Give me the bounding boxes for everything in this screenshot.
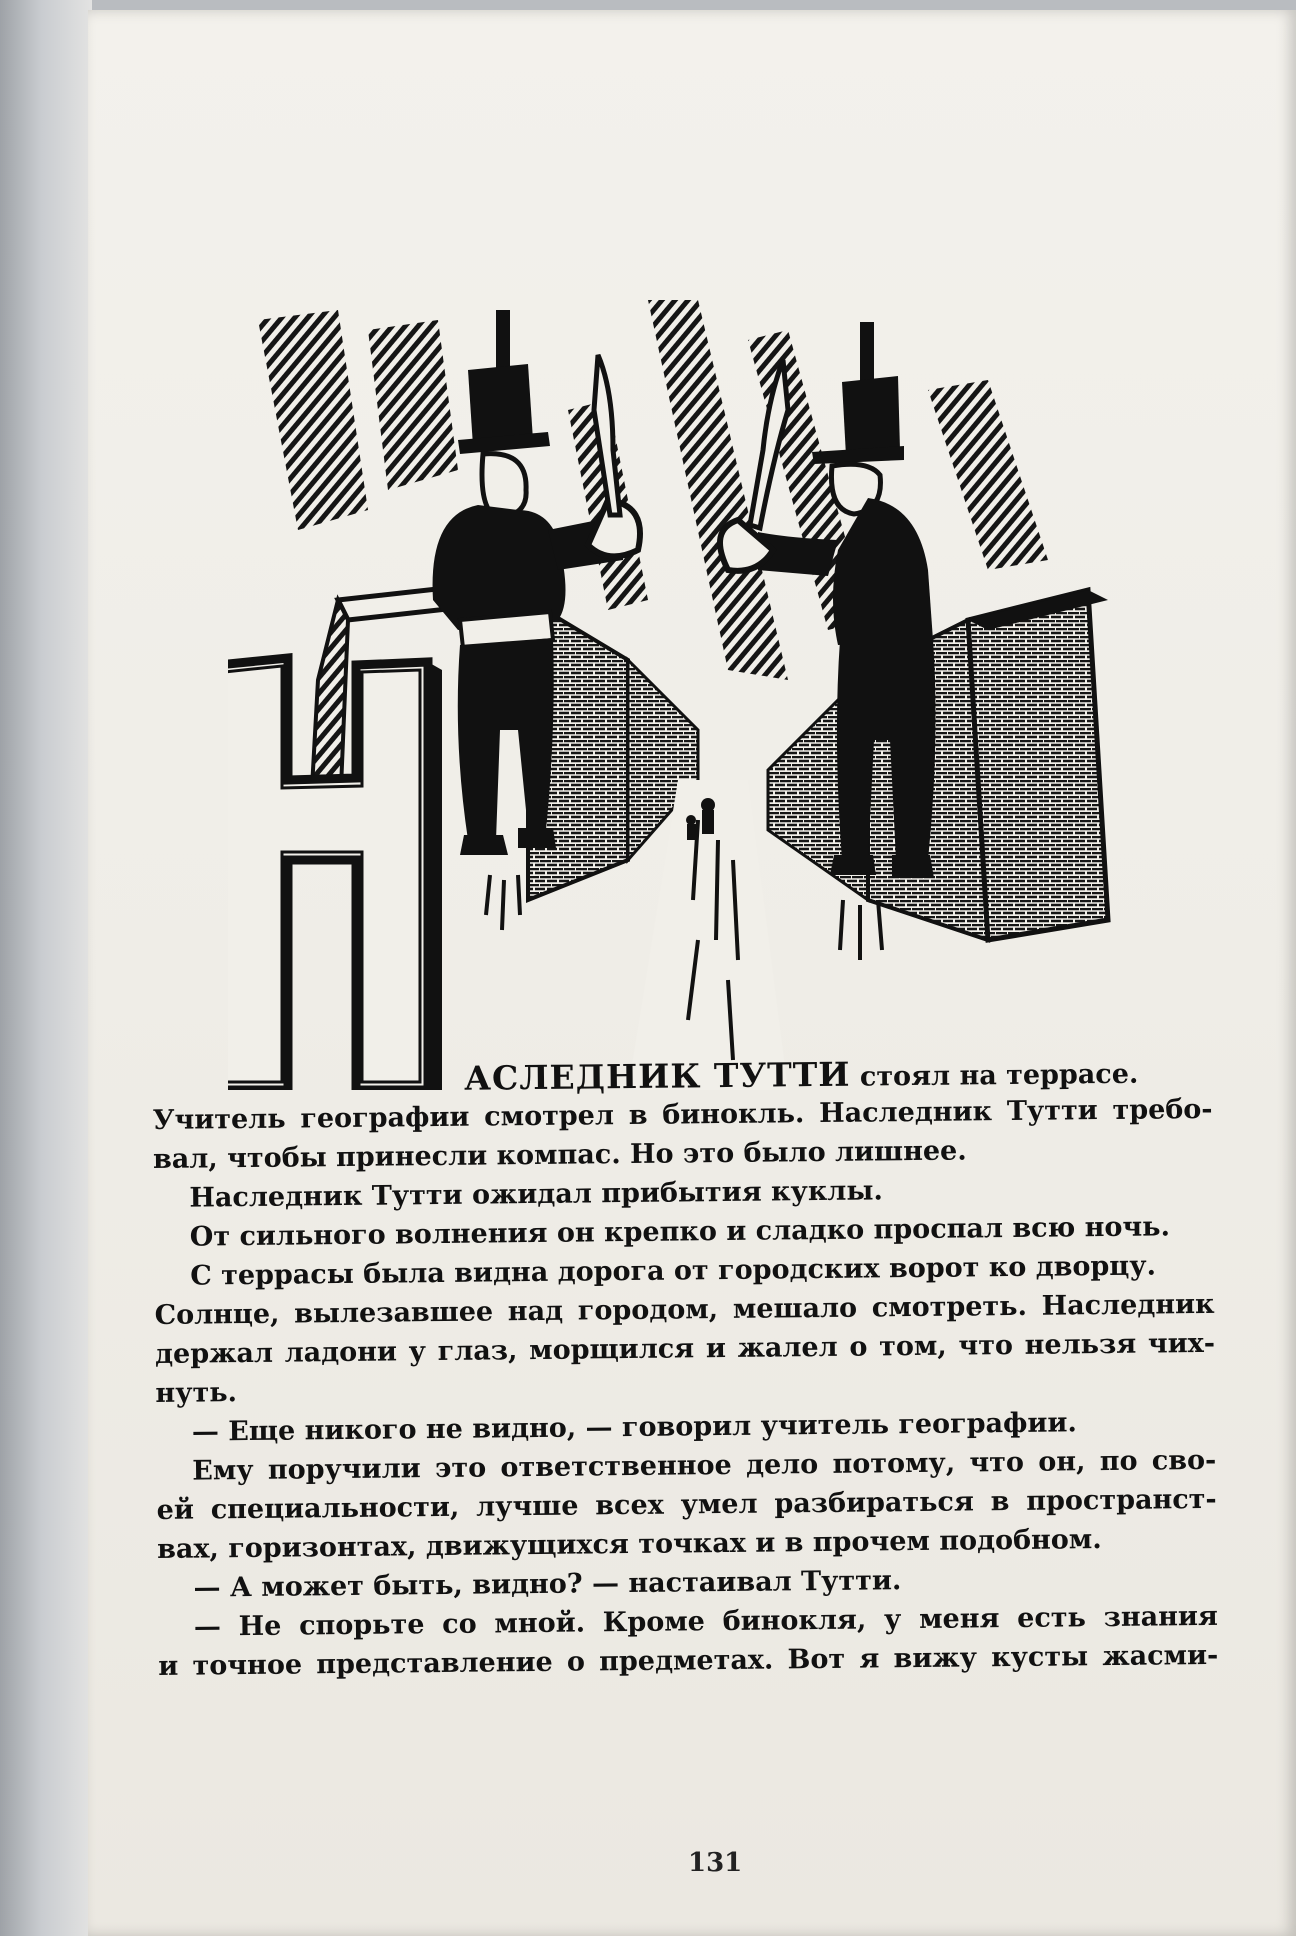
facing-page-edge: [0, 0, 92, 1936]
page-number: 131: [688, 1848, 743, 1878]
text-line: Солнце, вылезавшее над городом, мешало смотреть. Наследник: [154, 1288, 1215, 1331]
text-line: С террасы была видна дорога от городских ворот ко дворцу.: [190, 1250, 1157, 1292]
text-line: — А может быть, видно? — настаивал Тутти.: [193, 1565, 902, 1604]
text-line: ей специальности, лучше всех умел разбираться в пространст-: [156, 1483, 1217, 1526]
text-line: Учитель географии смотрел в бинокль. Наследник Тутти требо-: [152, 1093, 1213, 1136]
right-wall: [768, 590, 1108, 940]
text-line: нуть.: [155, 1377, 238, 1409]
text-line: вах, горизонтах, движущихся точках и в прочем подобном.: [156, 1524, 1102, 1565]
text-line: Ему поручили это ответственное дело потому, что он, по сво-: [192, 1444, 1217, 1487]
text-line: Наследник Тутти ожидал прибытия куклы.: [189, 1175, 884, 1214]
text-line: От сильного волнения он крепко и сладко проспал всю ночь.: [189, 1211, 1171, 1253]
text-line: и точное представление о предметах. Вот я вижу кусты жасми-: [158, 1639, 1219, 1682]
woodcut-illustration: [228, 300, 1208, 1090]
book-page: [88, 10, 1296, 1936]
text-line: — Не спорьте со мной. Кроме бинокля, у меня есть знания: [193, 1600, 1219, 1643]
lead-rest: стоял на террасе.: [850, 1058, 1139, 1093]
text-line: вал, чтобы принесли компас. Но это было лишнее.: [152, 1135, 967, 1175]
text-line: — Еще никого не видно, — говорил учитель географии.: [191, 1407, 1077, 1448]
lead-caps: АСЛЕДНИК ТУТТИ: [463, 1054, 851, 1098]
text-line: держал ладони у глаз, морщился и жалел о том, что нельзя чих-: [154, 1327, 1216, 1370]
body-text: [152, 1051, 1218, 1686]
